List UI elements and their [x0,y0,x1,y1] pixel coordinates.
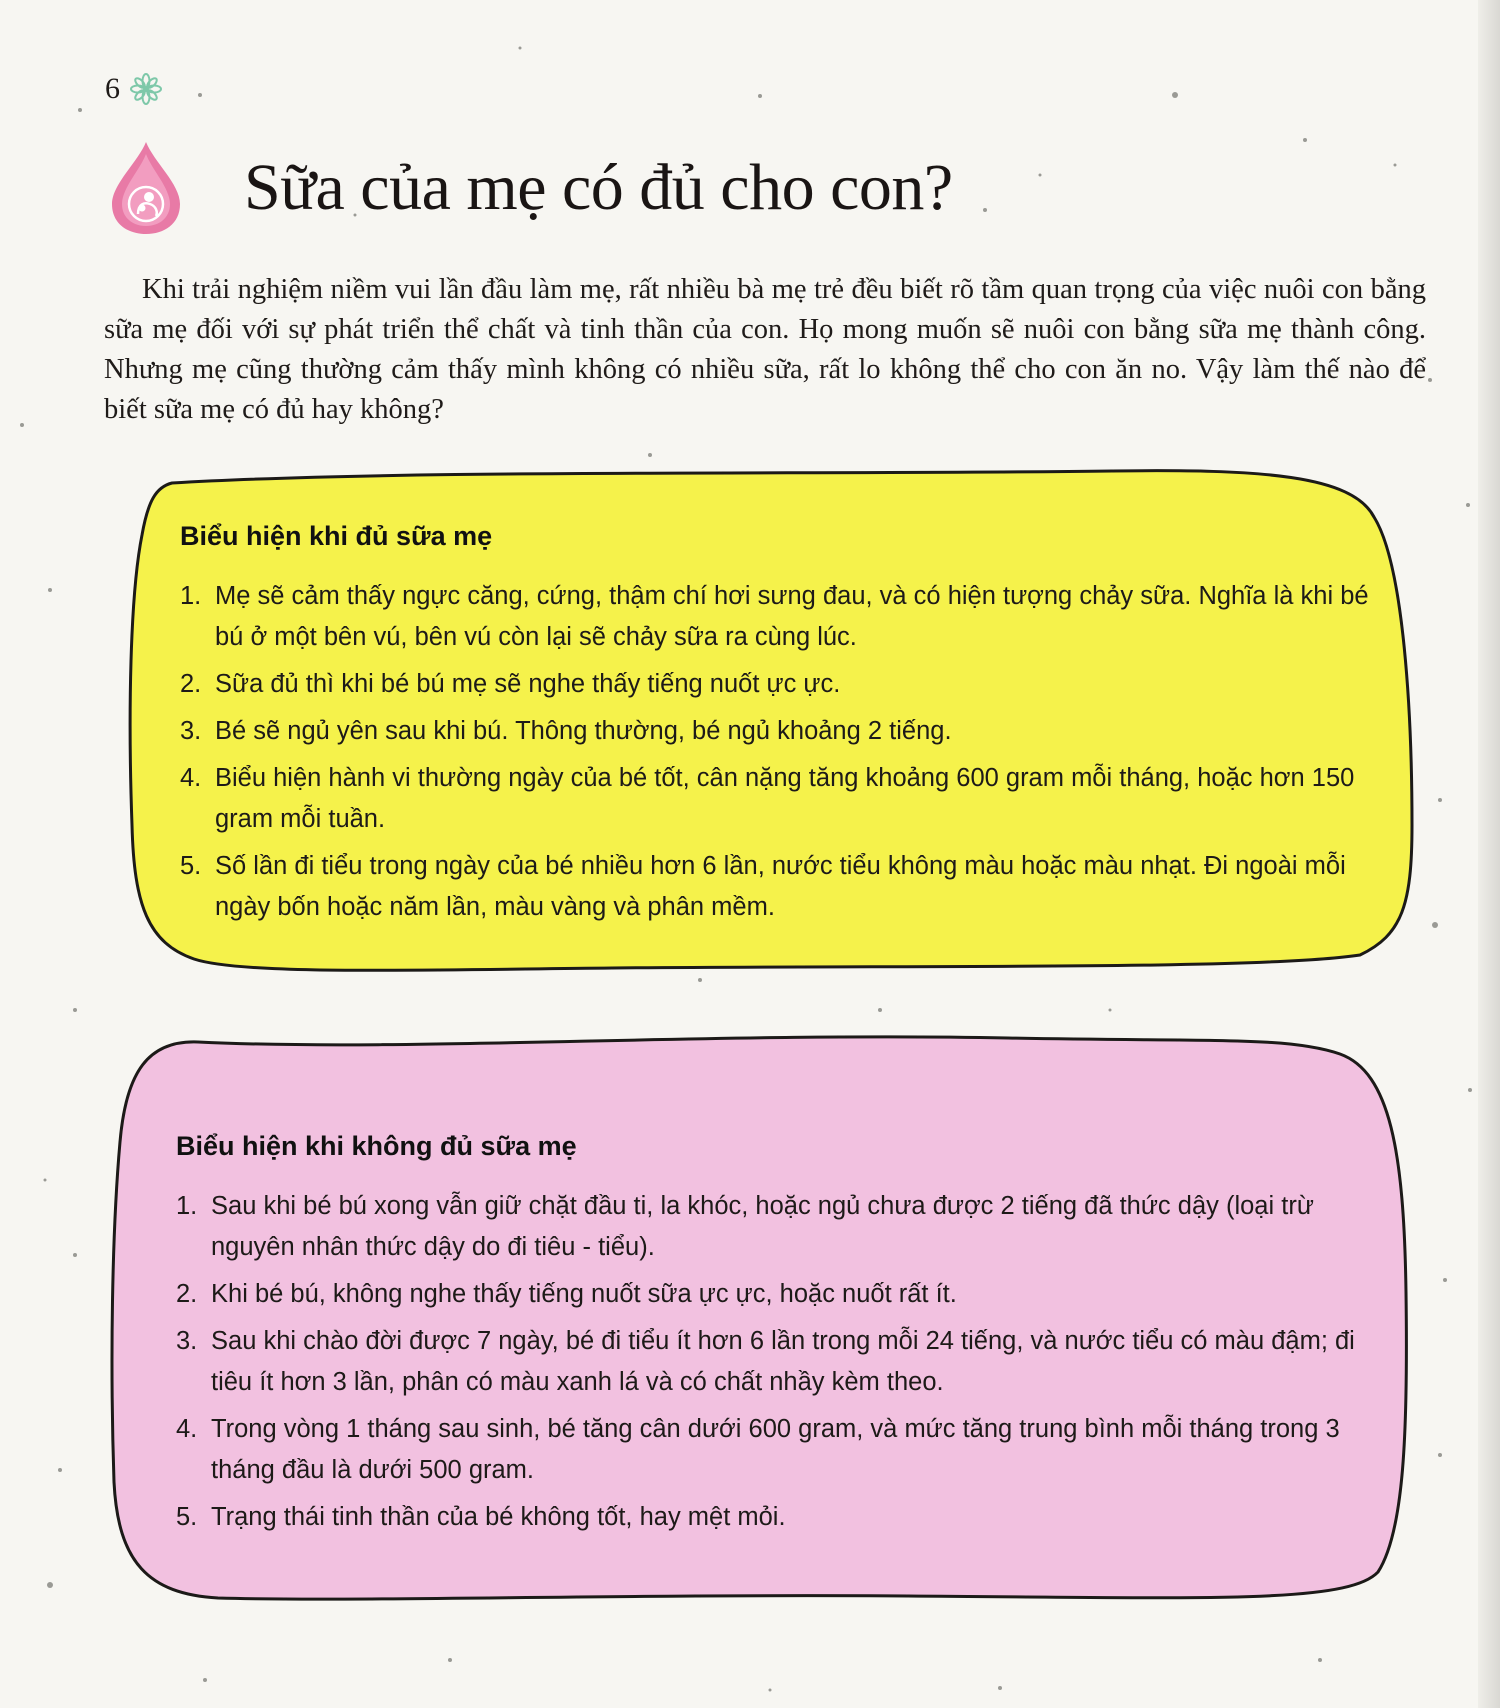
page-number-text: 6 [105,72,120,105]
list-item-text: Trong vòng 1 tháng sau sinh, bé tăng cân dưới 600 gram, và mức tăng trung bình mỗi tháng trong 3 tháng đầu là dưới 500 gram. [211,1415,1340,1484]
list-item-number: 2. [176,1280,198,1308]
not-enough-milk-box [108,1032,1413,1612]
intro-paragraph: Khi trải nghiệm niềm vui lần đầu làm mẹ, rất nhiều bà mẹ trẻ đều biết rõ tầm quan trọng của việc nuôi con bằng sữa mẹ đối với sự phát triển thể chất và tinh thần của con. Họ mong muốn sẽ nuôi con bằng sữa mẹ thành công. Nhưng mẹ cũng thường cảm thấy mình không có nhiều sữa, rất lo không thể cho con ăn no. Vậy làm thế nào để biết sữa mẹ có đủ hay không? [104,274,1426,425]
enough-milk-content [180,521,1380,934]
list-item-text: Mẹ sẽ cảm thấy ngực căng, cứng, thậm chí hơi sưng đau, và có hiện tượng chảy sữa. Nghĩa là khi bé bú ở một bên vú, bên vú còn lại sẽ chảy sữa ra cùng lúc. [215,582,1369,651]
list-item [180,576,1380,658]
list-item-number: 3. [176,1327,198,1355]
list-item-number: 3. [180,717,202,745]
list-item [180,846,1380,928]
list-item [176,1321,1376,1403]
list-item [176,1409,1376,1491]
list-item [180,711,1380,752]
list-item-number: 4. [180,764,202,792]
list-item-number: 5. [180,852,202,880]
list-item-number: 2. [180,670,202,698]
title-row [108,140,953,236]
list-item [180,664,1380,705]
page-number [105,72,162,106]
enough-milk-heading: Biểu hiện khi đủ sữa mẹ [180,521,493,551]
enough-milk-box [112,465,1432,985]
list-item [176,1497,1376,1538]
enough-milk-list [180,576,1380,928]
list-item-number: 5. [176,1503,198,1531]
list-item-text: Trạng thái tinh thần của bé không tốt, hay mệt mỏi. [211,1503,786,1531]
list-item-text: Sau khi chào đời được 7 ngày, bé đi tiểu ít hơn 6 lần trong mỗi 24 tiếng, và nước tiểu có màu đậm; đi tiêu ít hơn 3 lần, phân có màu xanh lá và có chất nhầy kèm theo. [211,1327,1355,1396]
list-item-number: 1. [180,582,202,610]
list-item-number: 4. [176,1415,198,1443]
not-enough-milk-list [176,1186,1376,1538]
page-title: Sữa của mẹ có đủ cho con? [244,151,953,224]
list-item-text: Khi bé bú, không nghe thấy tiếng nuốt sữa ực ực, hoặc nuốt rất ít. [211,1280,957,1308]
list-item-text: Bé sẽ ngủ yên sau khi bú. Thông thường, bé ngủ khoảng 2 tiếng. [215,717,952,745]
list-item [176,1186,1376,1268]
not-enough-milk-heading: Biểu hiện khi không đủ sữa mẹ [176,1131,577,1161]
list-item [180,758,1380,840]
list-item-text: Sữa đủ thì khi bé bú mẹ sẽ nghe thấy tiếng nuốt ực ực. [215,670,841,698]
flower-icon [130,73,162,105]
list-item [176,1274,1376,1315]
list-item-number: 1. [176,1192,198,1220]
list-item-text: Số lần đi tiểu trong ngày của bé nhiều hơn 6 lần, nước tiểu không màu hoặc màu nhạt. Đi ngoài mỗi ngày bốn hoặc năm lần, màu vàng và phân mềm. [215,852,1346,921]
milk-drop-icon [108,140,184,236]
list-item-text: Sau khi bé bú xong vẫn giữ chặt đầu ti, la khóc, hoặc ngủ chưa được 2 tiếng đã thức dậy (loại trừ nguyên nhân thức dậy do đi tiêu - tiểu). [211,1192,1314,1261]
list-item-text: Biểu hiện hành vi thường ngày của bé tốt, cân nặng tăng khoảng 600 gram mỗi tháng, hoặc hơn 150 gram mỗi tuần. [215,764,1355,833]
not-enough-milk-content [176,1131,1376,1544]
